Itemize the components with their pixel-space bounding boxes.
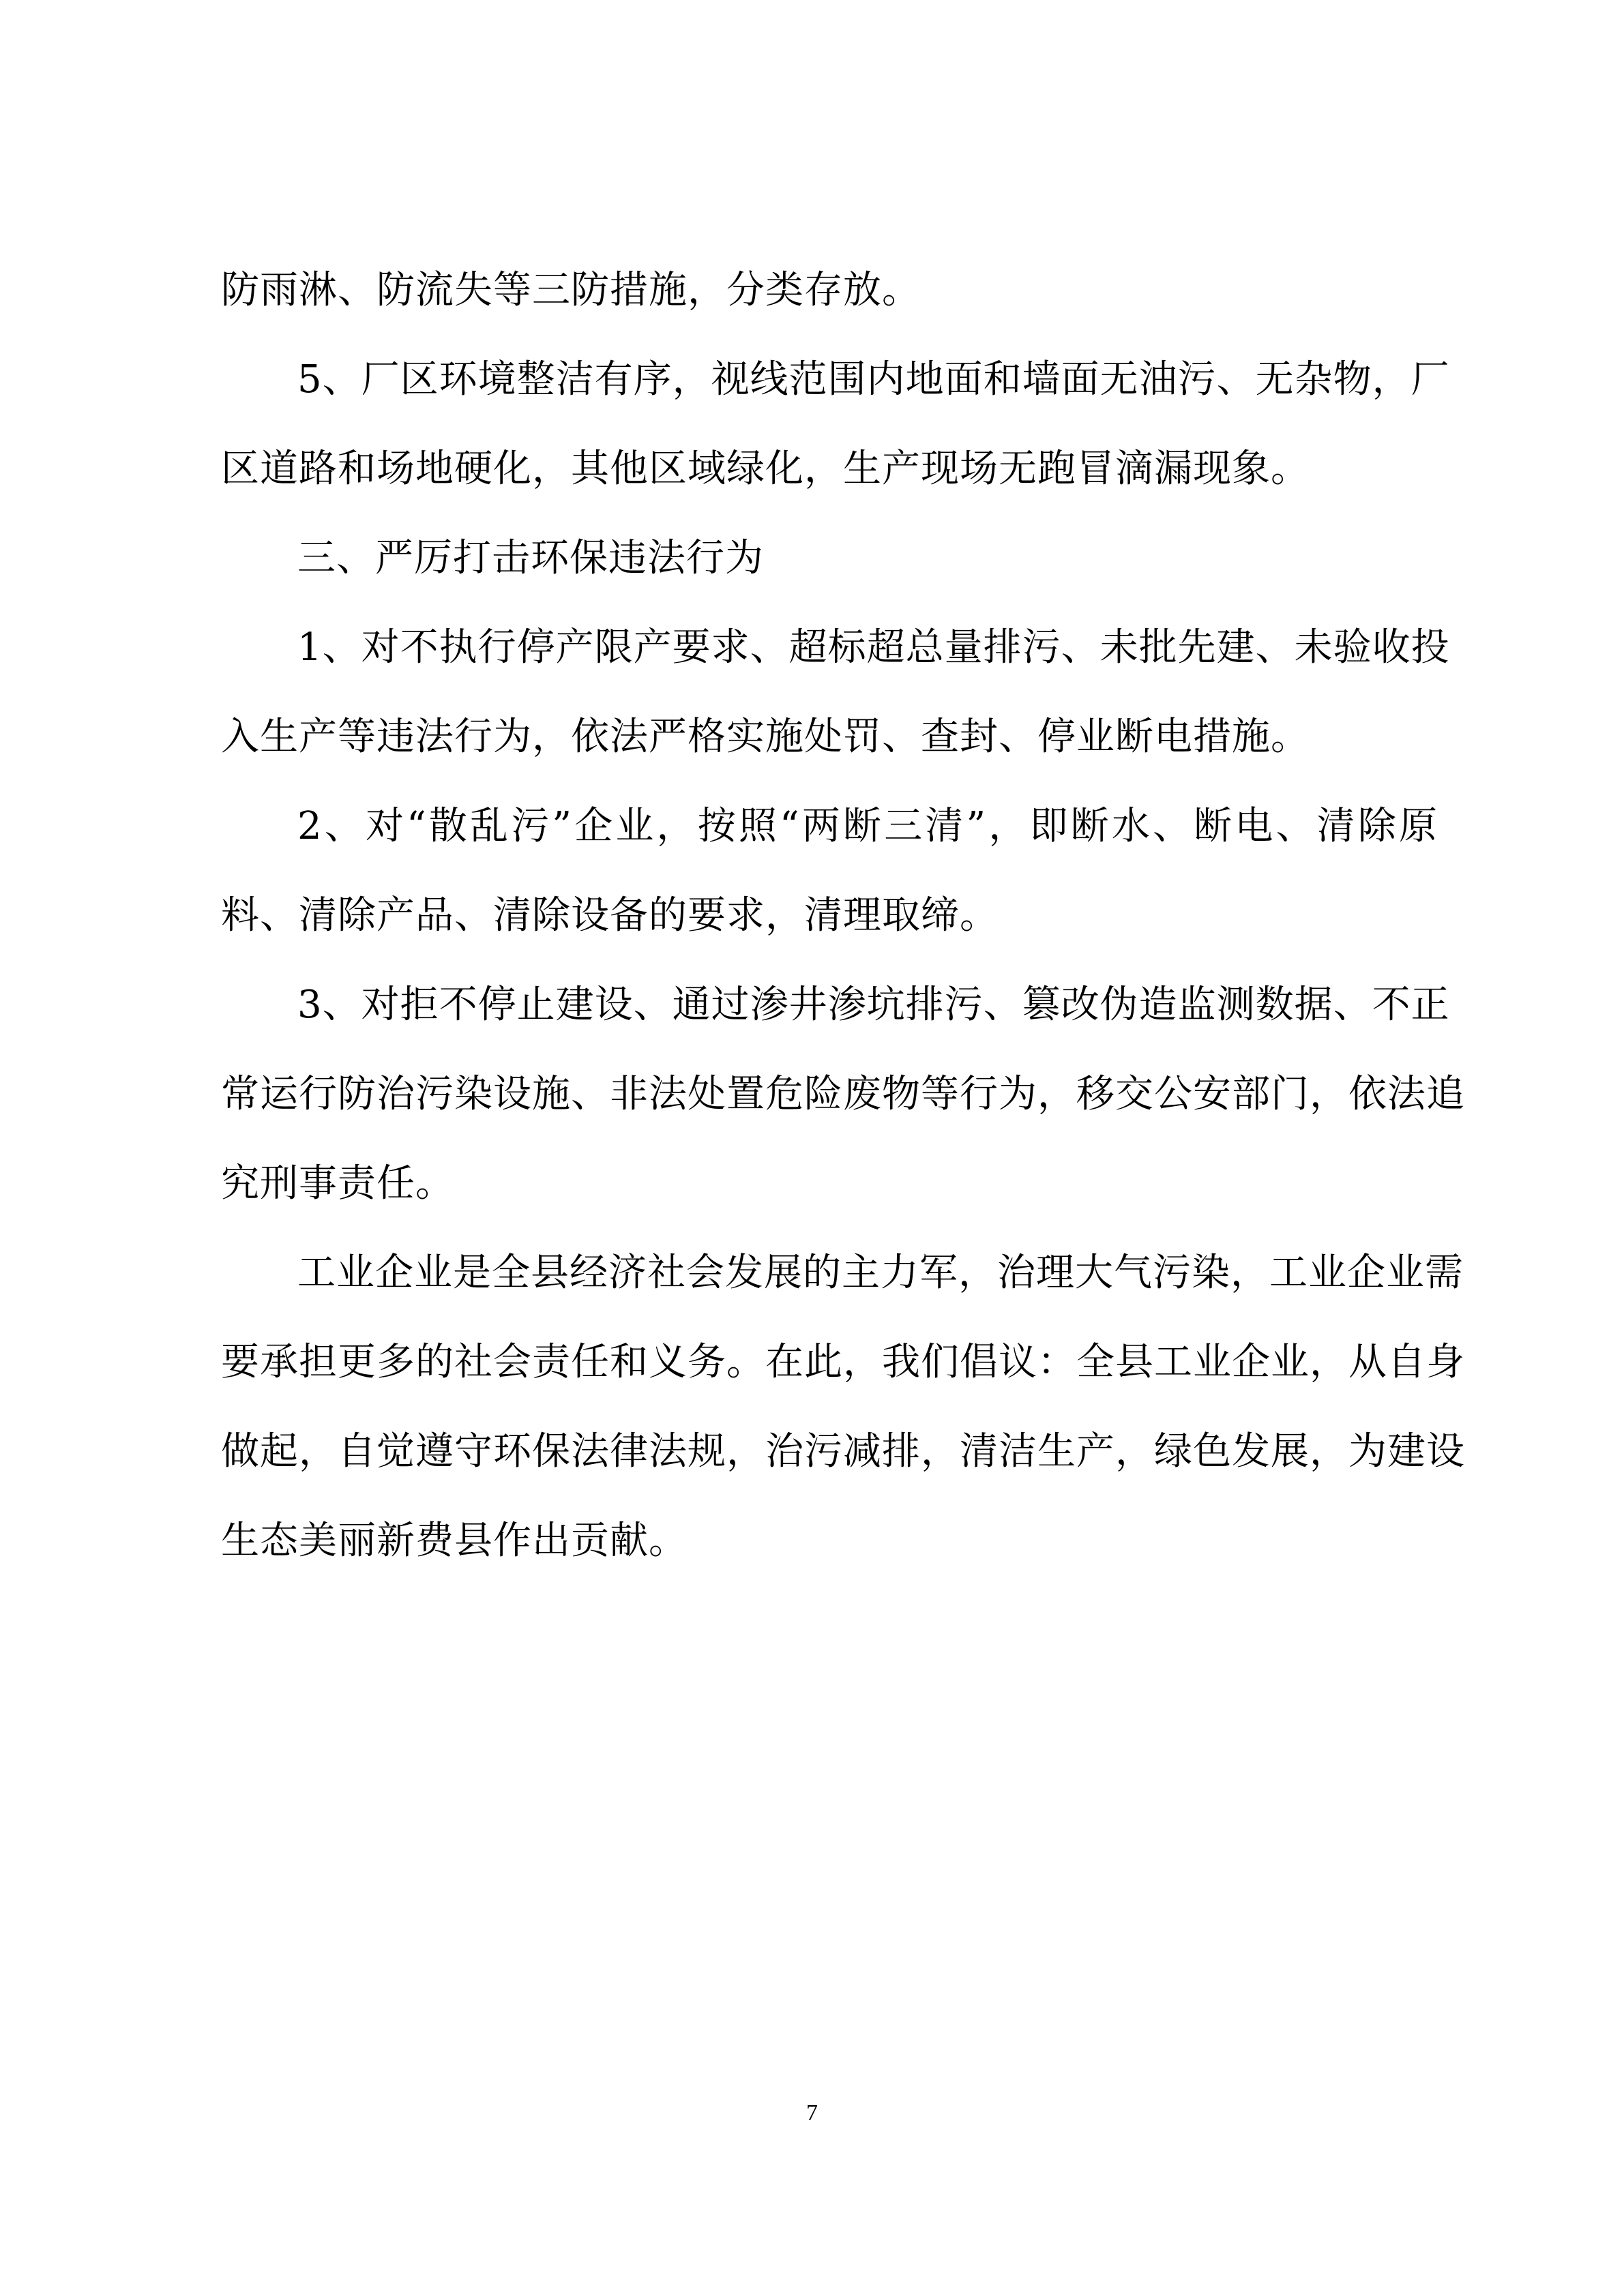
section-heading: 三、严厉打击环保违法行为 [297,536,764,580]
paragraph-line: 入生产等违法行为，依法严格实施处罚、查封、停业断电措施。 [221,715,1310,759]
paragraph-line: 料、清除产品、清除设备的要求，清理取缔。 [221,893,999,938]
paragraph-line: 常运行防治污染设施、非法处置危险废物等行为，移交公安部门，依法追 [221,1072,1465,1116]
paragraph-line: 5、厂区环境整洁有序，视线范围内地面和墙面无油污、无杂物，厂 [297,357,1450,402]
paragraph-line: 1、对不执行停产限产要求、超标超总量排污、未批先建、未验收投 [297,625,1450,670]
paragraph-line: 区道路和场地硬化，其他区域绿化，生产现场无跑冒滴漏现象。 [221,447,1310,491]
document-body [221,245,1465,1585]
paragraph-line: 工业企业是全县经济社会发展的主力军，治理大气污染，工业企业需 [297,1251,1464,1295]
paragraph-line: 防雨淋、防流失等三防措施，分类存放。 [221,268,921,312]
paragraph-line: 要承担更多的社会责任和义务。在此，我们倡议：全县工业企业，从自身 [221,1340,1465,1384]
paragraph-line: 做起，自觉遵守环保法律法规，治污减排，清洁生产，绿色发展，为建设 [221,1429,1465,1474]
paragraph-line: 2、对“散乱污”企业，按照“两断三清”，即断水、断电、清除原 [297,804,1438,848]
page-number: 7 [806,2100,818,2126]
paragraph-line: 生态美丽新费县作出贡献。 [221,1519,688,1563]
paragraph-line: 究刑事责任。 [221,1161,454,1206]
paragraph-line: 3、对拒不停止建设、通过渗井渗坑排污、篡改伪造监测数据、不正 [297,983,1450,1027]
